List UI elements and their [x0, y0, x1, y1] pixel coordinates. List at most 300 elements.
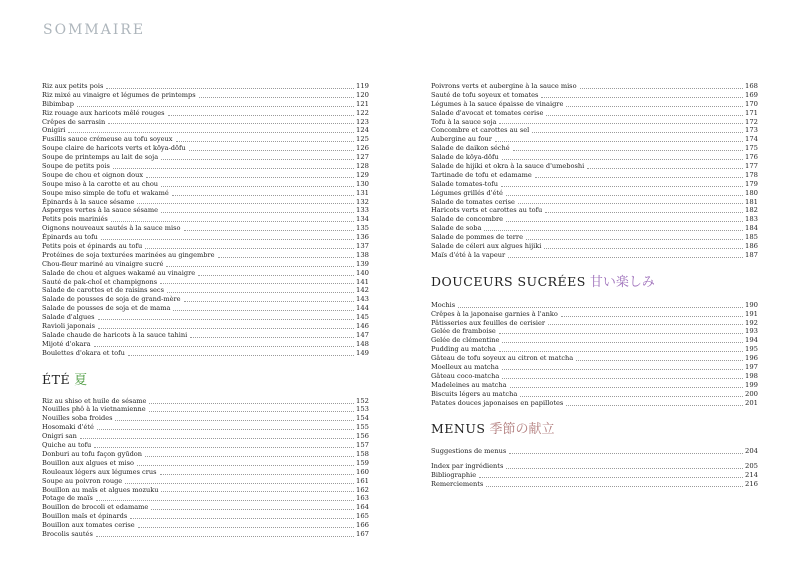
dot-leader	[566, 106, 743, 107]
toc-entry-page-number: 167	[356, 529, 369, 538]
toc-entry[interactable]	[42, 251, 369, 260]
toc-entry-page-number: 120	[356, 90, 369, 99]
toc-entry[interactable]	[431, 189, 758, 198]
dot-leader	[190, 337, 354, 338]
toc-entry[interactable]	[42, 340, 369, 349]
dot-leader	[535, 177, 743, 178]
toc-list	[42, 82, 369, 358]
section-title: MENUS	[431, 420, 486, 436]
toc-entry-page-number: 183	[745, 215, 758, 224]
toc-entry-page-number: 139	[356, 259, 369, 268]
toc-entry-page-number: 123	[356, 117, 369, 126]
toc-entry-page-number: 164	[356, 503, 369, 512]
toc-entry-label: Bibimbap	[42, 99, 74, 108]
toc-entry-page-number: 147	[356, 330, 369, 339]
toc-entry-label: Bibliographie	[431, 471, 477, 480]
toc-entry-page-number: 192	[745, 318, 758, 327]
dot-leader	[97, 429, 354, 430]
toc-entry[interactable]	[431, 354, 758, 363]
toc-entry[interactable]	[431, 345, 758, 354]
toc-entry[interactable]	[431, 251, 758, 260]
toc-entry-page-number: 200	[745, 389, 758, 398]
toc-entry[interactable]	[42, 180, 369, 189]
toc-entry-label: Gelée de framboise	[431, 327, 496, 336]
toc-entry[interactable]	[431, 180, 758, 189]
dot-leader	[526, 239, 743, 240]
toc-entry[interactable]	[42, 91, 369, 100]
toc-entry-label: Petits pois et épinards au tofu	[42, 242, 143, 251]
dot-leader	[576, 360, 743, 361]
toc-entry-label: Salade tomates-tofu	[431, 179, 498, 188]
toc-entry-page-number: 205	[745, 462, 758, 471]
toc-entry[interactable]	[42, 135, 369, 144]
toc-entry[interactable]	[431, 381, 758, 390]
toc-entry-page-number: 144	[356, 304, 369, 313]
toc-entry-page-number: 174	[745, 135, 758, 144]
toc-entry[interactable]	[431, 126, 758, 135]
toc-entry[interactable]	[42, 278, 369, 287]
toc-entry-page-number: 161	[356, 476, 369, 485]
toc-entry-label: Concombre et carottes au sel	[431, 126, 530, 135]
dot-leader	[499, 351, 743, 352]
toc-entry[interactable]	[431, 372, 758, 381]
toc-entry-label: Sauté de tofu soyeux et tomates	[431, 90, 539, 99]
section-title-japanese: 甘い楽しみ	[589, 274, 655, 290]
dot-leader	[518, 203, 743, 204]
toc-entry[interactable]	[431, 206, 758, 215]
dot-leader	[130, 518, 354, 519]
toc-entry[interactable]	[42, 126, 369, 135]
toc-entry-page-number: 155	[356, 423, 369, 432]
dot-leader	[198, 275, 354, 276]
dot-leader	[548, 324, 743, 325]
toc-entry[interactable]	[42, 295, 369, 304]
toc-entry[interactable]	[431, 327, 758, 336]
toc-entry[interactable]	[42, 349, 369, 358]
dot-leader	[499, 333, 743, 334]
toc-entry-label: Chou-fleur mariné au vinaigre sucré	[42, 259, 164, 268]
toc-entry-label: Pâtisseries aux feuilles de cerisier	[431, 318, 546, 327]
toc-entry-label: Bouillon de brocoli et edamame	[42, 503, 149, 512]
toc-entry-page-number: 198	[745, 371, 758, 380]
toc-entry-label: Asperges vertes à la sauce sésame	[42, 206, 159, 215]
section-heading-douceurs	[431, 271, 758, 293]
toc-entry[interactable]	[431, 462, 758, 471]
toc-entry[interactable]	[431, 162, 758, 171]
dot-leader	[128, 355, 354, 356]
toc-entry-label: Bouillon aux tomates cerise	[42, 521, 135, 530]
dot-leader	[566, 405, 743, 406]
dot-leader	[532, 132, 743, 133]
toc-list	[431, 448, 758, 457]
dot-leader	[189, 150, 354, 151]
toc-entry[interactable]	[42, 82, 369, 91]
toc-entry-label: Salade chaude de haricots à la sauce tahini	[42, 330, 188, 339]
toc-entry-label: Épinards à la sauce sésame	[42, 197, 135, 206]
toc-entry-page-number: 133	[356, 206, 369, 215]
toc-entry-page-number: 136	[356, 233, 369, 242]
toc-entry-label: Moelleux au matcha	[431, 363, 499, 372]
toc-entry-page-number: 168	[745, 81, 758, 90]
toc-entry[interactable]	[431, 471, 758, 480]
toc-entry-page-number: 122	[356, 108, 369, 117]
toc-entry-page-number: 180	[745, 188, 758, 197]
toc-entry-page-number: 129	[356, 170, 369, 179]
toc-entry[interactable]	[42, 313, 369, 322]
toc-entry-label: Riz rouage aux haricots mêlé rouges	[42, 108, 165, 117]
toc-entry-label: Nouilles phô à la vietnamienne	[42, 405, 146, 414]
toc-entry-page-number: 193	[745, 327, 758, 336]
toc-entry-page-number: 134	[356, 215, 369, 224]
toc-entry-label: Légumes grillés d'été	[431, 188, 503, 197]
toc-entry[interactable]	[431, 82, 758, 91]
section-title-japanese: 季節の献立	[489, 421, 555, 437]
dot-leader	[502, 159, 743, 160]
dot-leader	[68, 132, 354, 133]
dot-leader	[502, 342, 743, 343]
toc-entry-label: Salade de concombre	[431, 215, 504, 224]
dot-leader	[508, 257, 743, 258]
toc-entry-page-number: 158	[356, 449, 369, 458]
toc-entry-page-number: 171	[745, 108, 758, 117]
toc-entry[interactable]	[431, 109, 758, 118]
dot-leader	[161, 159, 354, 160]
toc-entry-label: Sauté de pak-choï et champignons	[42, 277, 158, 286]
toc-entry-label: Protéines de soja texturées marinées au gingembre	[42, 250, 215, 259]
dot-leader	[168, 115, 354, 116]
toc-entry-page-number: 149	[356, 348, 369, 357]
toc-entry-page-number: 137	[356, 242, 369, 251]
dot-leader	[506, 468, 743, 469]
toc-entry-label: Riz aux petits pois	[42, 81, 104, 90]
toc-entry[interactable]	[431, 310, 758, 319]
toc-entry-label: Nouilles soba froides	[42, 414, 113, 423]
section-heading-menus	[431, 418, 758, 440]
toc-entry-label: Mochis	[431, 300, 456, 309]
toc-entry-page-number: 135	[356, 224, 369, 233]
toc-entry[interactable]	[42, 331, 369, 340]
toc-entry-page-number: 201	[745, 398, 758, 407]
dot-leader	[501, 186, 743, 187]
section-heading-ete	[42, 369, 369, 391]
toc-entry-label: Mijoté d'okara	[42, 339, 91, 348]
toc-entry-label: Hosomaki d'été	[42, 423, 94, 432]
dot-leader	[111, 221, 354, 222]
toc-entry-label: Salade de hijiki et okra à la sauce d'umeboshi	[431, 162, 585, 170]
toc-list	[42, 397, 369, 539]
toc-entry-page-number: 132	[356, 197, 369, 206]
toc-entry-page-number: 197	[745, 363, 758, 372]
dot-leader	[161, 186, 354, 187]
toc-entry-page-number: 172	[745, 117, 758, 126]
toc-entry[interactable]	[431, 224, 758, 233]
dot-leader	[94, 346, 354, 347]
toc-entry-label: Donburi au tofu façon gyūdon	[42, 449, 143, 458]
toc-entry-page-number: 195	[745, 345, 758, 354]
dot-leader	[506, 221, 743, 222]
toc-entry[interactable]	[42, 224, 369, 233]
toc-entry[interactable]	[431, 399, 758, 408]
toc-entry-label: Quiche au tofu	[42, 441, 92, 450]
toc-entry-label: Onigiri	[42, 126, 66, 135]
dot-leader	[502, 369, 743, 370]
toc-entry-label: Riz au shiso et huile de sésame	[42, 396, 147, 405]
section-title-japanese: 夏	[74, 372, 88, 388]
toc-entry-page-number: 157	[356, 441, 369, 450]
toc-entry-page-number: 190	[745, 300, 758, 309]
toc-entry-label: Soupe claire de haricots verts et kōya-dōfu	[42, 144, 186, 153]
toc-entry-label: Salade de kōya-dōfu	[431, 153, 499, 162]
toc-entry[interactable]	[42, 468, 369, 477]
toc-entry-label: Salade de carottes et de raisins secs	[42, 286, 164, 295]
dot-leader	[541, 97, 743, 98]
toc-entry-page-number: 173	[745, 126, 758, 135]
toc-list	[431, 301, 758, 408]
toc-entry[interactable]	[431, 319, 758, 328]
toc-entry-page-number: 204	[745, 447, 758, 456]
toc-entry-page-number: 154	[356, 414, 369, 423]
dot-leader	[172, 195, 354, 196]
toc-entry-page-number: 170	[745, 99, 758, 108]
dot-leader	[161, 212, 354, 213]
toc-entry-page-number: 156	[356, 432, 369, 441]
dot-leader	[167, 292, 354, 293]
toc-entry-page-number: 181	[745, 197, 758, 206]
toc-entry[interactable]	[42, 322, 369, 331]
toc-entry[interactable]	[431, 135, 758, 144]
toc-entry-page-number: 191	[745, 309, 758, 318]
toc-entry[interactable]	[431, 144, 758, 153]
dot-leader	[137, 465, 354, 466]
toc-entry-page-number: 196	[745, 354, 758, 363]
toc-entry-page-number: 119	[356, 81, 369, 90]
toc-entry[interactable]	[42, 189, 369, 198]
toc-entry[interactable]	[431, 118, 758, 127]
toc-entry-page-number: 214	[745, 471, 758, 480]
toc-entry-label: Aubergine au four	[431, 135, 492, 144]
dot-leader	[495, 141, 743, 142]
toc-entry-label: Bouillon maïs et épinards	[42, 512, 128, 521]
section-title: DOUCEURS SUCRÉES	[431, 273, 586, 289]
toc-entry-page-number: 152	[356, 396, 369, 405]
toc-entry-page-number: 130	[356, 179, 369, 188]
toc-entry-label: Onigri san	[42, 432, 77, 441]
dot-leader	[458, 307, 743, 308]
toc-entry[interactable]	[42, 521, 369, 530]
toc-entry-label: Suggestions de menus	[431, 447, 507, 456]
toc-entry-label: Salade de céleri aux algues hijiki	[431, 242, 542, 251]
toc-entry[interactable]	[42, 432, 369, 441]
dot-leader	[479, 477, 743, 478]
toc-entry-label: Tartinade de tofu et edamame	[431, 170, 532, 179]
toc-entry[interactable]	[431, 100, 758, 109]
toc-entry-label: Salade de pousses de soja de grand-mère	[42, 295, 181, 304]
dot-leader	[160, 474, 354, 475]
toc-entry-label: Brocolis sautés	[42, 529, 93, 538]
toc-entry[interactable]	[42, 242, 369, 251]
toc-entry-label: Haricots verts et carottes au tofu	[431, 206, 543, 215]
dot-leader	[580, 88, 743, 89]
toc-entry-page-number: 179	[745, 179, 758, 188]
toc-entry[interactable]	[42, 459, 369, 468]
toc-entry[interactable]	[42, 206, 369, 215]
toc-entry-page-number: 194	[745, 336, 758, 345]
toc-entry[interactable]	[431, 215, 758, 224]
toc-entry[interactable]	[42, 144, 369, 153]
toc-entry[interactable]	[431, 233, 758, 242]
dot-leader	[80, 438, 354, 439]
dot-leader	[520, 396, 743, 397]
dot-leader	[149, 411, 354, 412]
dot-leader	[545, 212, 743, 213]
toc-entry[interactable]	[42, 109, 369, 118]
toc-entry[interactable]	[42, 512, 369, 521]
toc-entry-label: Petits pois mariniés	[42, 215, 108, 224]
toc-entry-label: Gâteau de tofu soyeux au citron et matcha	[431, 354, 574, 363]
toc-entry-label: Soupe miso simple de tofu et wakamé	[42, 188, 169, 197]
toc-entry[interactable]	[42, 406, 369, 415]
toc-entry[interactable]	[42, 100, 369, 109]
toc-entry[interactable]	[42, 477, 369, 486]
toc-entry-page-number: 142	[356, 286, 369, 295]
toc-entry-page-number: 124	[356, 126, 369, 135]
dot-leader	[149, 403, 354, 404]
toc-entry[interactable]	[42, 260, 369, 269]
dot-leader	[184, 301, 354, 302]
toc-entry[interactable]	[42, 494, 369, 503]
toc-entry[interactable]	[431, 153, 758, 162]
toc-entry[interactable]	[42, 269, 369, 278]
toc-entry[interactable]	[431, 301, 758, 310]
toc-entry-page-number: 187	[745, 250, 758, 259]
toc-entry-page-number: 127	[356, 153, 369, 162]
toc-entry-page-number: 178	[745, 170, 758, 179]
toc-entry-label: Gelée de clémentine	[431, 336, 500, 345]
toc-entry[interactable]	[42, 215, 369, 224]
toc-entry[interactable]	[431, 390, 758, 399]
toc-entry[interactable]	[431, 171, 758, 180]
toc-entry-label: Riz mixé au vinaigre et légumes de printemps	[42, 90, 196, 99]
toc-entry-label: Salade de chou et algues wakamé au vinaigre	[42, 268, 196, 277]
toc-entry-page-number: 153	[356, 405, 369, 414]
toc-entry-label: Oignons nouveaux sautés à la sauce miso	[42, 224, 181, 233]
toc-entry-label: Gâteau coco-matcha	[431, 371, 500, 380]
toc-entry-label: Maïs d'été à la vapeur	[431, 250, 506, 259]
toc-entry[interactable]	[42, 441, 369, 450]
toc-entry[interactable]	[42, 450, 369, 459]
toc-entry-page-number: 126	[356, 144, 369, 153]
toc-entry[interactable]	[42, 233, 369, 242]
toc-entry[interactable]	[431, 448, 758, 457]
toc-entry[interactable]	[42, 304, 369, 313]
dot-leader	[166, 266, 354, 267]
dot-leader	[138, 527, 354, 528]
toc-entry[interactable]	[42, 503, 369, 512]
toc-entry-label: Remerciements	[431, 480, 484, 489]
toc-entry-page-number: 182	[745, 206, 758, 215]
toc-entry-label: Potage de maïs	[42, 494, 93, 503]
toc-entry-page-number: 145	[356, 313, 369, 322]
dot-leader	[145, 456, 354, 457]
toc-entry-page-number: 166	[356, 521, 369, 530]
section-title: ÉTÉ	[42, 371, 71, 387]
toc-entry[interactable]	[42, 530, 369, 539]
toc-entry-label: Rouleaux légers aux légumes crus	[42, 467, 157, 476]
dot-leader	[101, 239, 354, 240]
toc-entry-page-number: 125	[356, 135, 369, 144]
toc-entry[interactable]	[42, 486, 369, 495]
toc-entry[interactable]	[42, 414, 369, 423]
toc-entry[interactable]	[431, 91, 758, 100]
toc-entry[interactable]	[42, 423, 369, 432]
toc-entry-page-number: 143	[356, 295, 369, 304]
toc-entry-page-number: 148	[356, 339, 369, 348]
dot-leader	[484, 230, 743, 231]
dot-leader	[218, 257, 354, 258]
toc-entry-page-number: 165	[356, 512, 369, 521]
toc-entry-label: Bouillon aux algues et miso	[42, 458, 134, 467]
toc-entry-label: Salade de tomates cerise	[431, 197, 515, 206]
toc-entry-label: Légumes à la sauce épaisse de vinaigre	[431, 99, 564, 108]
dot-leader	[173, 310, 354, 311]
toc-entry-page-number: 131	[356, 188, 369, 197]
toc-entry-label: Madeleines au matcha	[431, 380, 507, 389]
toc-entry-page-number: 216	[745, 480, 758, 489]
dot-leader	[106, 88, 354, 89]
toc-entry-label: Soupe miso à la carotte et au chou	[42, 179, 159, 188]
toc-entry-label: Salade de soba	[431, 224, 482, 233]
toc-entry-page-number: 177	[745, 162, 758, 170]
toc-entry[interactable]	[431, 242, 758, 251]
toc-entry[interactable]	[42, 162, 369, 171]
toc-entry-page-number: 141	[356, 277, 369, 286]
toc-entry[interactable]	[42, 118, 369, 127]
toc-entry-label: Épinards au tofu	[42, 233, 98, 242]
toc-entry-label: Crêpes de sarrasin	[42, 117, 106, 126]
toc-entry[interactable]	[431, 336, 758, 345]
toc-entry-page-number: 175	[745, 144, 758, 153]
toc-entry[interactable]	[42, 286, 369, 295]
toc-entry[interactable]	[431, 480, 758, 489]
toc-entry-label: Poivrons verts et aubergine à la sauce miso	[431, 81, 577, 90]
dot-leader	[199, 97, 354, 98]
dot-leader	[506, 195, 743, 196]
toc-entry-page-number: 163	[356, 494, 369, 503]
dot-leader	[161, 491, 354, 492]
toc-entry[interactable]	[42, 153, 369, 162]
toc-entry-label: Salade d'algues	[42, 313, 95, 322]
toc-entry[interactable]	[42, 171, 369, 180]
dot-leader	[184, 230, 355, 231]
toc-entry-page-number: 159	[356, 458, 369, 467]
toc-entry-page-number: 184	[745, 224, 758, 233]
toc-entry-label: Crêpes à la japonaise garnies à l'anko	[431, 309, 558, 318]
dot-leader	[137, 203, 354, 204]
toc-entry[interactable]	[431, 363, 758, 372]
toc-entry[interactable]	[431, 198, 758, 207]
toc-entry-page-number: 186	[745, 242, 758, 251]
toc-entry-label: Soupe de printemps au lait de soja	[42, 153, 159, 162]
dot-leader	[115, 420, 354, 421]
dot-leader	[98, 319, 354, 320]
toc-entry-label: Salade de daikon séché	[431, 144, 510, 153]
dot-leader	[113, 168, 354, 169]
toc-entry-label: Index par ingrédients	[431, 462, 504, 471]
toc-entry-label: Fusillis sauce crémeuse au tofu soyeux	[42, 135, 173, 144]
toc-entry-page-number: 162	[356, 485, 369, 494]
toc-entry-page-number: 185	[745, 233, 758, 242]
dot-leader	[146, 177, 354, 178]
